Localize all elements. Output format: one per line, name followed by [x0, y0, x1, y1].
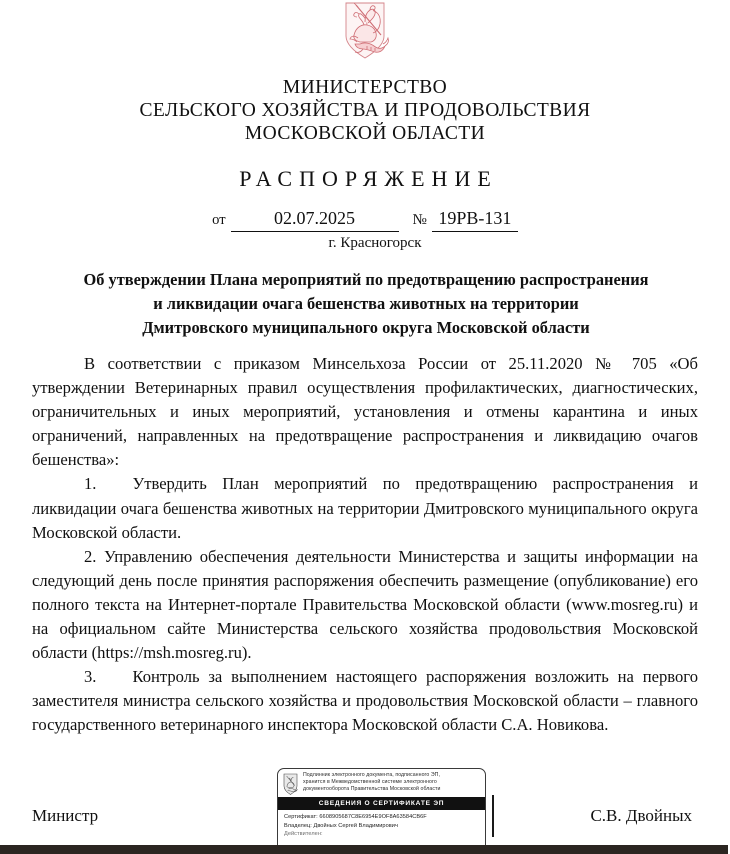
stamp-notice-line-1: Подлинник электронного документа, подписанного ЭП,	[303, 772, 441, 778]
stamp-notice-text	[303, 772, 440, 794]
body-item-3-text: Контроль за выполнением настоящего распоряжения возложить на первого заместителя министра сельского хозяйства и продовольствия Московской области – главного государственного ветеринарного инспектора Московской области С.А. Новикова.	[32, 667, 698, 735]
body-item-1	[32, 472, 698, 544]
body-preamble: В соответствии с приказом Минсельхоза России от 25.11.2020 № 705 «Об утверждении Ветеринарных правил осуществления профилактических, диагностических, ограничительных и иных мероприятий, установления и отмены карантина и иных ограничений, направленных на предотвращение распространения и ликвидацию очагов бешенства»:	[32, 354, 698, 470]
from-label: от	[212, 212, 226, 228]
document-number: 19РВ-131	[432, 208, 518, 232]
body-item-3-number: 3.	[84, 667, 97, 687]
stamp-valid-row	[284, 830, 485, 839]
stamp-owner-row	[284, 822, 485, 831]
digital-signature-stamp	[277, 768, 486, 854]
date-number-line	[0, 208, 730, 232]
signer-position: Министр	[32, 806, 99, 825]
body-item-2-text: Управлению обеспечения деятельности Министерства и защиты информации на следующий день после принятия распоряжения обеспечить размещение (опубликование) его полного текста на Интернет-портале Правительства Московской области (www.mosreg.ru) и на официальном сайте Министерства сельского хозяйства продовольствия Московской области (https://msh.mosreg.ru).	[32, 546, 698, 663]
document-title-line-3: Дмитровского муниципального округа Московской области	[142, 318, 590, 337]
document-date: 02.07.2025	[231, 208, 399, 232]
stamp-notice	[278, 769, 485, 795]
stamp-notice-line-2: хранится в Межведомственной системе электронного	[303, 779, 437, 786]
body-item-1-text: Утвердить План мероприятий по предотвращению распространения и ликвидации очага бешенства животных на территории Дмитровского муниципального округа Московской области.	[32, 474, 698, 542]
signer-name: С.В. Двойных	[590, 806, 692, 825]
body-item-2-number: 2.	[84, 546, 97, 566]
emblem-container	[0, 2, 730, 64]
stamp-certificate-value: 6608905687C8E6954E9OF8A63584CB6F	[319, 814, 427, 820]
stamp-valid-label: Действителен:	[284, 831, 323, 838]
body-item-1-number: 1.	[84, 474, 97, 494]
document-type-heading: РАСПОРЯЖЕНИЕ	[239, 166, 498, 191]
document-title	[46, 268, 686, 340]
stamp-owner-value: Двойных Сергей Владимирович	[313, 822, 398, 829]
stamp-notice-line-3: документооборота Правительства Московской области	[303, 786, 441, 793]
ministry-line-3: МОСКОВСКОЙ ОБЛАСТИ	[244, 123, 486, 144]
document-title-line-2: и ликвидации очага бешенства животных на территории	[153, 294, 579, 313]
body-item-2	[32, 545, 698, 665]
scan-artifact-bottom-band	[0, 845, 730, 854]
document-title-line-1: Об утверждении Плана мероприятий по предотвращению распространения	[83, 270, 649, 289]
stamp-coat-of-arms-icon	[282, 773, 299, 795]
stamp-certificate-label: Сертификат:	[284, 814, 318, 820]
stamp-certificate-row	[284, 813, 485, 822]
document-body	[32, 352, 698, 738]
document-city: г. Красногорск	[328, 235, 422, 251]
ministry-line-1: МИНИСТЕРСТВО	[282, 77, 448, 98]
scan-artifact-vertical-line	[492, 795, 494, 837]
ministry-line-2: СЕЛЬСКОГО ХОЗЯЙСТВА И ПРОДОВОЛЬСТВИЯ	[139, 100, 591, 121]
coat-of-arms-icon	[334, 2, 396, 62]
stamp-certificate-details	[278, 810, 485, 839]
stamp-owner-label: Владелец:	[284, 822, 312, 829]
ministry-header	[0, 76, 730, 145]
number-label: №	[412, 212, 427, 228]
body-item-3	[32, 665, 698, 737]
stamp-certificate-bar: СВЕДЕНИЯ О СЕРТИФИКАТЕ ЭП	[278, 797, 485, 810]
